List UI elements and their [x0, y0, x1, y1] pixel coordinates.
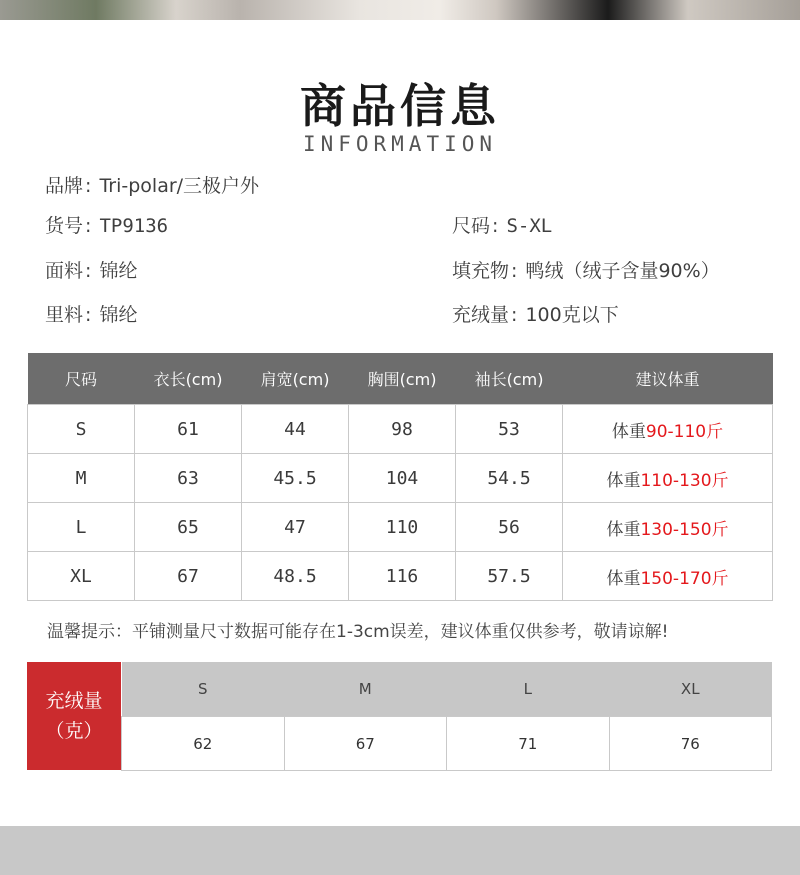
- header-chest: 胸围(cm): [349, 353, 456, 405]
- header-shoulder: 肩宽(cm): [242, 353, 349, 405]
- table-row: [28, 503, 773, 552]
- info-item-no: 货号 : TP9136: [45, 215, 169, 237]
- cell-weight: [563, 454, 773, 503]
- cell-shoulder: 45.5: [242, 454, 349, 503]
- fill-header-size: M: [284, 662, 447, 717]
- header-weight: 建议体重: [563, 353, 773, 405]
- cell-shoulder: 44: [242, 405, 349, 454]
- fill-table-header: [122, 662, 772, 717]
- cell-size: L: [28, 503, 135, 552]
- cell-sleeve: 53: [456, 405, 563, 454]
- info-lining: 里料 : 锦纶: [45, 304, 138, 326]
- info-lining-value: 锦纶: [99, 304, 138, 326]
- cell-length: 63: [135, 454, 242, 503]
- cell-shoulder: 47: [242, 503, 349, 552]
- info-fill-amount-label: 充绒量: [452, 304, 510, 326]
- cell-length: 61: [135, 405, 242, 454]
- info-size-label: 尺码: [452, 215, 491, 237]
- info-item-no-value: TP9136: [99, 215, 169, 237]
- info-fill-amount: 充绒量 : 100克以下: [452, 304, 619, 326]
- fill-amount-table: [121, 662, 772, 771]
- weight-range: 110-130斤: [640, 470, 729, 491]
- weight-prefix: 体重: [606, 568, 641, 589]
- cell-chest: 110: [349, 503, 456, 552]
- table-row: [28, 552, 773, 601]
- cell-sleeve: 54.5: [456, 454, 563, 503]
- info-fabric-label: 面料: [45, 260, 84, 282]
- info-fabric: 面料 : 锦纶: [45, 260, 138, 282]
- info-filling-value: 鸭绒（绒子含量90%）: [525, 260, 720, 282]
- fill-header-size: S: [122, 662, 285, 717]
- product-photo-strip: [0, 0, 800, 20]
- fill-amount-label-line2: （克）: [45, 720, 103, 742]
- fill-amount-label-line1: 充绒量: [45, 690, 103, 712]
- cell-sleeve: 57.5: [456, 552, 563, 601]
- header-sleeve: 袖长(cm): [456, 353, 563, 405]
- fill-value-cell: 67: [284, 717, 447, 771]
- info-size: 尺码 : S-XL: [452, 215, 553, 237]
- fill-value-cell: 71: [447, 717, 610, 771]
- size-table: [27, 353, 773, 601]
- info-lining-label: 里料: [45, 304, 84, 326]
- fill-header-size: L: [447, 662, 610, 717]
- fill-header-size: XL: [609, 662, 772, 717]
- cell-size: S: [28, 405, 135, 454]
- weight-prefix: 体重: [606, 519, 641, 540]
- fill-amount-label: [27, 662, 121, 770]
- info-brand-label: 品牌: [45, 175, 84, 197]
- info-filling: 填充物 : 鸭绒（绒子含量90%）: [452, 260, 720, 282]
- size-table-header: [28, 353, 773, 405]
- cell-weight: [563, 552, 773, 601]
- weight-prefix: 体重: [611, 421, 646, 442]
- cell-length: 67: [135, 552, 242, 601]
- header-length: 衣长(cm): [135, 353, 242, 405]
- info-fill-amount-value: 100克以下: [525, 304, 619, 326]
- measurement-tip: 温馨提示：平铺测量尺寸数据可能存在1-3cm误差，建议体重仅供参考，敬请谅解!: [47, 622, 669, 642]
- table-row: [28, 405, 773, 454]
- cell-weight: [563, 405, 773, 454]
- weight-prefix: 体重: [606, 470, 641, 491]
- cell-length: 65: [135, 503, 242, 552]
- cell-size: M: [28, 454, 135, 503]
- cell-size: XL: [28, 552, 135, 601]
- table-row: [122, 717, 772, 771]
- bottom-divider-band: [0, 826, 800, 875]
- info-brand: 品牌 : Tri-polar/三极户外: [45, 175, 260, 197]
- page-subtitle: INFORMATION: [302, 132, 498, 156]
- info-item-no-label: 货号: [45, 215, 84, 237]
- fill-value-cell: 76: [609, 717, 772, 771]
- info-brand-value: Tri-polar/三极户外: [99, 175, 260, 197]
- cell-chest: 104: [349, 454, 456, 503]
- cell-chest: 98: [349, 405, 456, 454]
- cell-weight: [563, 503, 773, 552]
- table-row: [28, 454, 773, 503]
- info-filling-label: 填充物: [452, 260, 510, 282]
- cell-shoulder: 48.5: [242, 552, 349, 601]
- fill-value-cell: 62: [122, 717, 285, 771]
- header-size: 尺码: [28, 353, 135, 405]
- cell-sleeve: 56: [456, 503, 563, 552]
- page-title: 商品信息: [300, 79, 500, 133]
- weight-range: 130-150斤: [640, 519, 729, 540]
- cell-chest: 116: [349, 552, 456, 601]
- weight-range: 90-110斤: [645, 421, 724, 442]
- info-size-value: S-XL: [506, 215, 553, 237]
- weight-range: 150-170斤: [640, 568, 729, 589]
- info-fabric-value: 锦纶: [99, 260, 138, 282]
